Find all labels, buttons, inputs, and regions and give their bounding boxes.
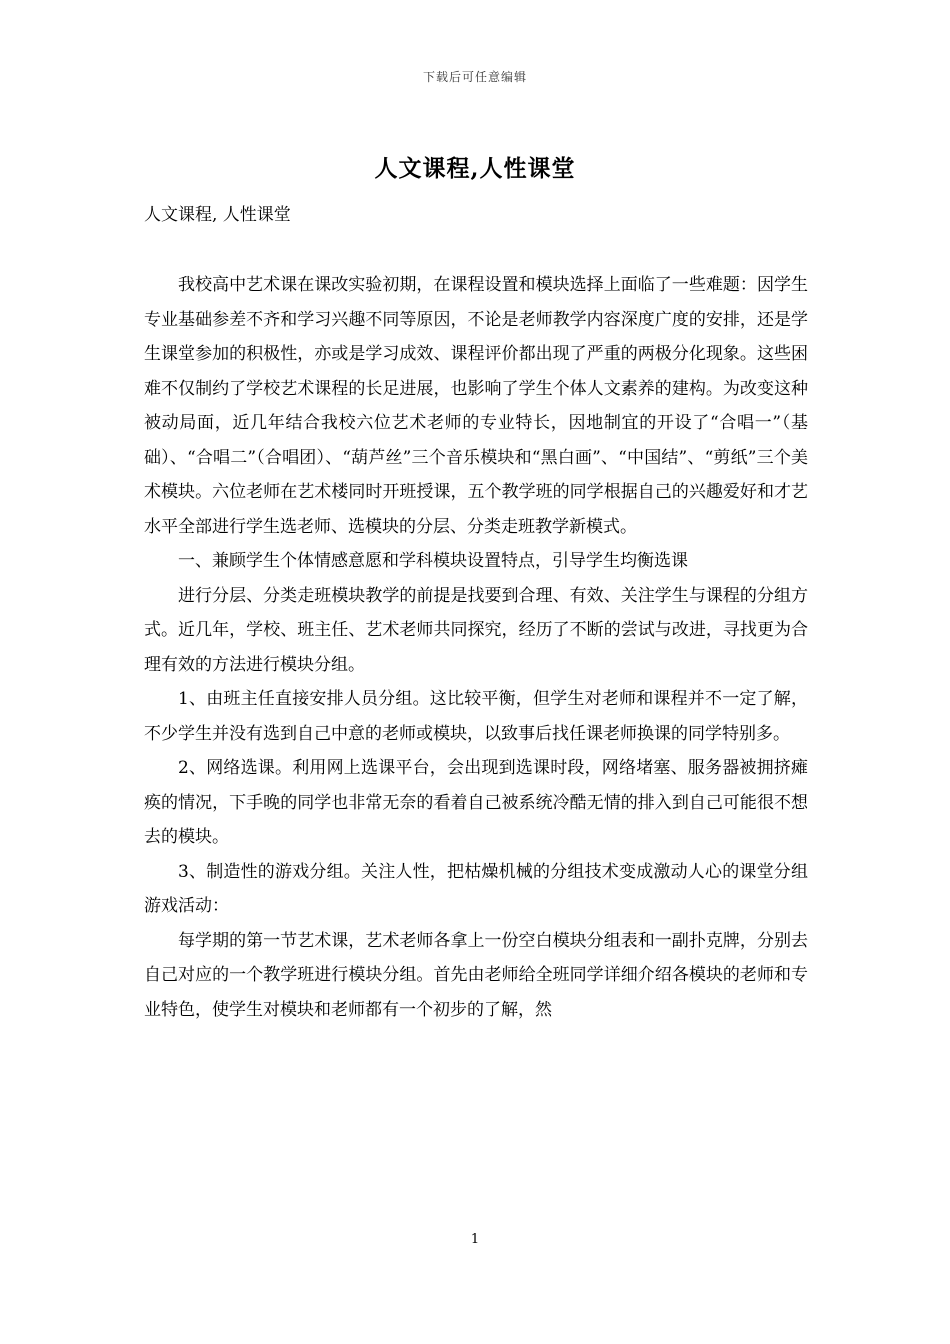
- document-subtitle: 人文课程, 人性课堂: [144, 205, 291, 225]
- paragraph-grouping-method: 进行分层、分类走班模块教学的前提是找要到合理、有效、关注学生与课程的分组方式。近几年，学校、班主任、艺术老师共同探究，经历了不断的尝试与改进，寻找更为合理有效的方法进行模块分组。: [144, 585, 808, 675]
- paragraph-item-1: 1、由班主任直接安排人员分组。这比较平衡，但学生对老师和课程并不一定了解，不少学生并没有选到自己中意的老师或模块，以致事后找任课老师换课的同学特别多。: [144, 689, 808, 744]
- paragraph-item-3: 3、制造性的游戏分组。关注人性，把枯燥机械的分组技术变成激动人心的课堂分组游戏活动：: [144, 861, 808, 916]
- page-number: 1: [470, 1232, 480, 1247]
- section-heading-1: 一、兼顾学生个体情感意愿和学科模块设置特点，引导学生均衡选课: [178, 551, 688, 571]
- document-title: 人文课程,人性课堂: [374, 155, 576, 182]
- document-body: [144, 268, 808, 1027]
- paragraph-item-2: 2、网络选课。利用网上选课平台，会出现到选课时段，网络堵塞、服务器被拥挤瘫痪的情况，下手晚的同学也非常无奈的看着自己被系统冷酷无情的排入到自己可能很不想去的模块。: [144, 758, 808, 847]
- paragraph-intro: 我校高中艺术课在课改实验初期，在课程设置和模块选择上面临了一些难题：因学生专业基础参差不齐和学习兴趣不同等原因，不论是老师教学内容深度广度的安排，还是学生课堂参加的积极性，亦或是学习成效、课程评价都出现了严重的两极分化现象。这些困难不仅制约了学校艺术课程的长足进展，也影响了学生个体人文素养的建构。为改变这种被动局面，近几年结合我校六位艺术老师的专业特长，因地制宜的开设了“合唱一”（基础）、“合唱二”（合唱团）、“葫芦丝”三个音乐模块和“黑白画”、“中国结”、“剪纸”三个美术模块。六位老师在艺术楼同时开班授课，五个教学班的同学根据自己的兴趣爱好和才艺水平全部进行学生选老师、选模块的分层、分类走班教学新模式。: [144, 275, 808, 537]
- page-header-note: 下载后可任意编辑: [422, 70, 527, 84]
- paragraph-first-class: 每学期的第一节艺术课，艺术老师各拿上一份空白模块分组表和一副扑克牌，分别去自己对应的一个教学班进行模块分组。首先由老师给全班同学详细介绍各模块的老师和专业特色，使学生对模块和老师都有一个初步的了解，然: [144, 930, 808, 1020]
